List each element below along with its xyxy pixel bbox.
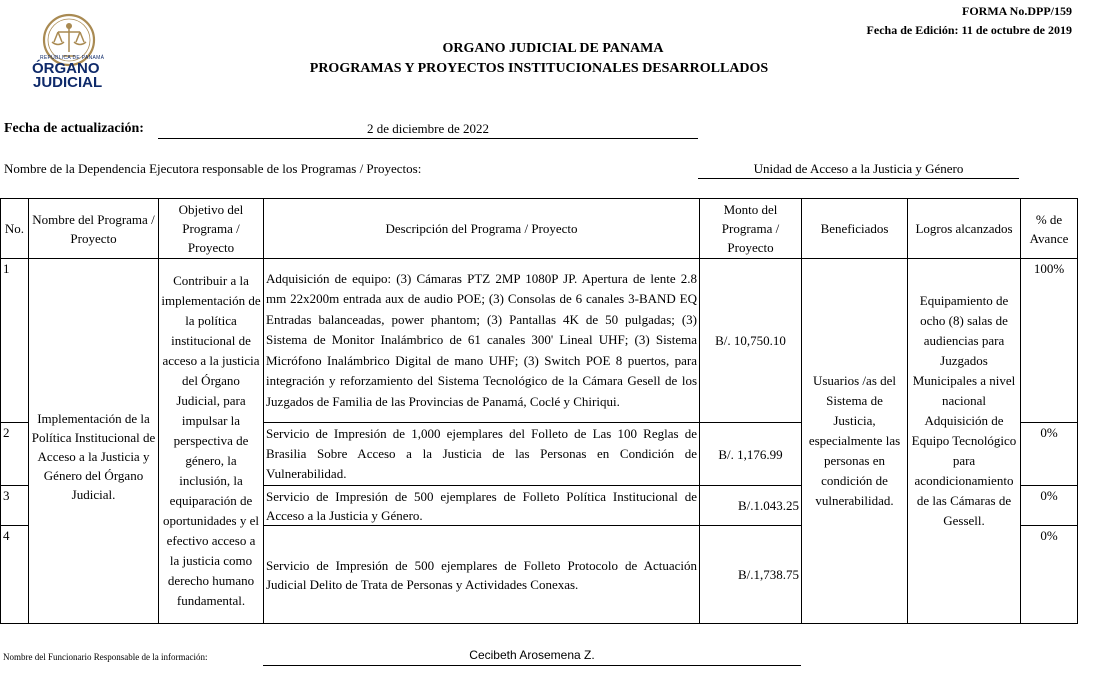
- header-no: No.: [1, 199, 29, 259]
- edition-date: Fecha de Edición: 11 de octubre de 2019: [866, 23, 1072, 37]
- header-program-name: Nombre del Programa / Proyecto: [29, 199, 159, 259]
- progress-cell: 0%: [1021, 486, 1078, 526]
- description-cell: Servicio de Impresión de 500 ejemplares de Folleto Protocolo de Actuación Judicial Delito de Trata de Personas y Actividades Conexas.: [264, 526, 700, 624]
- header-description: Descripción del Programa / Proyecto: [264, 199, 700, 259]
- dependency-label: Nombre de la Dependencia Ejecutora responsable de los Programas / Proyectos:: [4, 161, 422, 176]
- logo-word-judicial: JUDICIAL: [33, 74, 103, 91]
- programs-table: [0, 198, 1078, 624]
- row-number: 3: [1, 486, 29, 526]
- row-number: 1: [1, 259, 29, 423]
- progress-cell: 0%: [1021, 526, 1078, 624]
- beneficiaries-cell: Usuarios /as del Sistema de Justicia, especialmente las personas en condición de vulnerabilidad.: [802, 259, 908, 624]
- logo-word-organo: ÓRGANO: [32, 60, 100, 77]
- document-subtitle: PROGRAMAS Y PROYECTOS INSTITUCIONALES DESARROLLADOS: [309, 61, 769, 76]
- form-code: FORMA No.DPP/159: [962, 4, 1072, 18]
- description-cell: Servicio de Impresión de 500 ejemplares de Folleto Política Institucional de Acceso a la Justicia y Género.: [264, 486, 700, 526]
- header-objective: Objetivo del Programa / Proyecto: [159, 199, 264, 259]
- responsible-official-name: Cecibeth Arosemena Z.: [263, 648, 801, 666]
- responsible-official-label: Nombre del Funcionario Responsable de la información:: [3, 652, 208, 662]
- update-date-value: 2 de diciembre de 2022: [158, 121, 698, 139]
- header-achievements: Logros alcanzados: [908, 199, 1021, 259]
- dependency-value: Unidad de Acceso a la Justicia y Género: [698, 161, 1019, 179]
- logo-country-text: REPÚBLICA DE PANAMÁ: [40, 55, 105, 61]
- progress-cell: 0%: [1021, 423, 1078, 486]
- amount-cell: B/.1,738.75: [700, 526, 802, 624]
- description-cell: Adquisición de equipo: (3) Cámaras PTZ 2MP 1080P JP. Apertura de lente 2.8 mm 22x200m entrada aux de audio POE; (3) Consolas de 6 canales 3-BAND EQ Entradas balanceadas, power phantom; (3) Pantallas 4K de 50 pulgadas; (3) Sistema de Monitor Inalámbrico de 61 canales 300' Lineal UHF; (3) Sistema Micrófono Inalámbrico Digital de mano UHF; (3) Switch POE 8 puertos, para integración y reforzamiento del Sistema Tecnológico de la Cámara Gesell de los Juzgados de Familia de las Provincias de Panamá, Coclé y Chiriqui.: [264, 259, 700, 423]
- row-number: 2: [1, 423, 29, 486]
- header-beneficiaries: Beneficiados: [802, 199, 908, 259]
- progress-cell: 100%: [1021, 259, 1078, 423]
- objective-cell: Contribuir a la implementación de la política institucional de acceso a la justicia del Órgano Judicial, para impulsar la perspectiva de género, la inclusión, la equiparación de oportunidades y el efectivo acceso a la justicia como derecho humano fundamental.: [159, 259, 264, 624]
- table-row: [1, 259, 1078, 423]
- amount-cell: B/. 1,176.99: [700, 423, 802, 486]
- update-date-label: Fecha de actualización:: [4, 121, 144, 136]
- table-header-row: [1, 199, 1078, 259]
- document-title: ORGANO JUDICIAL DE PANAMA: [442, 41, 664, 56]
- program-name-cell: Implementación de la Política Institucional de Acceso a la Justicia y Género del Órgano Judicial.: [29, 259, 159, 624]
- achievements-cell: Equipamiento de ocho (8) salas de audiencias para Juzgados Municipales a nivel nacional Adquisición de Equipo Tecnológico para acondicionamiento de las Cámaras de Gessell.: [908, 259, 1021, 624]
- amount-cell: B/. 10,750.10: [700, 259, 802, 423]
- amount-cell: B/.1.043.25: [700, 486, 802, 526]
- header-amount: Monto del Programa / Proyecto: [700, 199, 802, 259]
- row-number: 4: [1, 526, 29, 624]
- header-progress: % de Avance: [1021, 199, 1078, 259]
- description-cell: Servicio de Impresión de 1,000 ejemplares del Folleto de Las 100 Reglas de Brasilia Sobre Acceso a la Justicia de las Personas en Condición de Vulnerabilidad.: [264, 423, 700, 486]
